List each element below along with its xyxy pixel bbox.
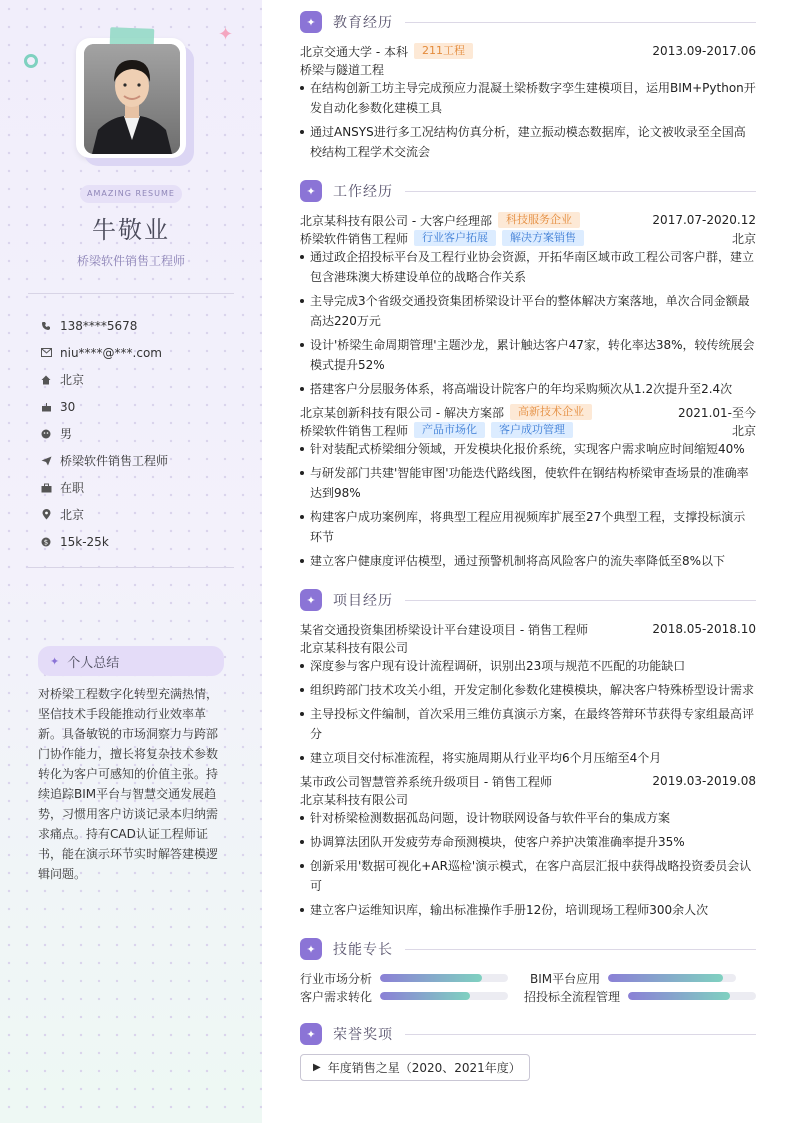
role-tag: 产品市场化 xyxy=(414,422,485,438)
company-name: 北京某科技有限公司 - 大客户经理部 xyxy=(300,213,492,228)
list-item: 主导完成3个省级交通投资集团桥梁设计平台的整体解决方案落地，单次合同金额最高达220万元 xyxy=(300,291,756,331)
list-item: 组织跨部门技术攻关小组，开发定制化参数化建模模块，解决客户特殊桥型设计需求 xyxy=(300,680,756,700)
project-header xyxy=(300,772,756,790)
company-tag: 科技服务企业 xyxy=(498,212,580,228)
education-section-header xyxy=(300,10,756,34)
awards-section-header xyxy=(300,1022,756,1046)
skill-name: BIM平台应用 xyxy=(530,971,601,986)
award-item[interactable] xyxy=(300,1054,530,1081)
skill-item xyxy=(300,969,508,987)
section-title: 教育经历 xyxy=(333,15,393,31)
list-item: 与研发部门共建'智能审图'功能迭代路线图，使软件在钢结构桥梁审查场景的准确率达到98% xyxy=(300,463,756,503)
location-value: 北京 xyxy=(60,508,85,522)
status-value: 在职 xyxy=(60,481,85,495)
list-item: 通过ANSYS进行多工况结构仿真分析，建立振动模态数据库，论文被收录至全国高校结构工程学术交流会 xyxy=(300,122,756,162)
projects-section-header xyxy=(300,588,756,612)
job-bullets xyxy=(300,439,756,575)
award-text: 年度销售之星（2020、2021年度） xyxy=(327,1061,521,1075)
summary-title: 个人总结 xyxy=(67,655,120,671)
divider xyxy=(28,567,234,568)
home-icon xyxy=(40,374,52,386)
info-location xyxy=(40,501,168,528)
skill-item xyxy=(300,987,508,1005)
gender-value: 男 xyxy=(60,427,73,441)
job-date: 2021.01-至今 xyxy=(678,405,756,420)
role-tag: 行业客户拓展 xyxy=(414,230,496,246)
skill-bar-fill xyxy=(608,974,723,982)
info-email xyxy=(40,339,168,366)
divider xyxy=(28,293,234,294)
project-org-row xyxy=(300,638,756,656)
play-triangle-icon: ▶ xyxy=(313,1062,321,1073)
project-org-row xyxy=(300,790,756,808)
education-row xyxy=(300,42,756,60)
email-value: niu****@***.com xyxy=(60,345,162,360)
list-item: 建立客户健康度评估模型，通过预警机制将高风险客户的流失率降低至8%以下 xyxy=(300,551,756,571)
project-org: 北京某科技有限公司 xyxy=(300,640,409,655)
target-job-value: 桥梁软件销售工程师 xyxy=(60,454,169,468)
job-title: 桥梁软件销售工程师 xyxy=(76,254,185,268)
info-phone xyxy=(40,312,168,339)
mail-icon xyxy=(40,347,52,359)
job-role: 桥梁软件销售工程师 xyxy=(300,231,409,246)
school-tag: 211工程 xyxy=(414,43,473,59)
section-title: 荣誉奖项 xyxy=(333,1027,393,1043)
role-tag: 解决方案销售 xyxy=(502,230,584,246)
list-item: 协调算法团队开发疲劳寿命预测模块，使客户养护决策准确率提升35% xyxy=(300,832,756,852)
job-city: 北京 xyxy=(731,423,756,438)
list-item: 针对装配式桥梁细分领域，开发模块化报价系统，实现客户需求响应时间缩短40% xyxy=(300,439,756,459)
project-name: 某省交通投资集团桥梁设计平台建设项目 - 销售工程师 xyxy=(300,622,588,637)
svg-text:$: $ xyxy=(43,538,49,547)
resume-badge: AMAZING RESUME xyxy=(80,185,182,203)
list-item: 通过政企招投标平台及工程行业协会资源，开拓华南区域市政工程公司客户群，建立包含港珠澳大桥建设单位的战略合作关系 xyxy=(300,247,756,287)
list-item: 主导投标文件编制，首次采用三维仿真演示方案，在最终答辩环节获得专家组最高评分 xyxy=(300,704,756,744)
education-date: 2013.09-2017.06 xyxy=(652,44,756,58)
job-date: 2017.07-2020.12 xyxy=(652,213,756,227)
company-tag: 高新技术企业 xyxy=(510,404,592,420)
sparkle-icon: ✦ xyxy=(300,1023,322,1045)
job-role-row xyxy=(300,229,756,247)
sparkle-icon: ✦ xyxy=(218,24,234,45)
skill-name: 行业市场分析 xyxy=(300,971,373,986)
skill-name: 招投标全流程管理 xyxy=(524,989,621,1004)
cake-icon xyxy=(40,401,52,413)
list-item: 搭建客户分层服务体系，将高端设计院客户的年均采购频次从1.2次提升至2.4次 xyxy=(300,379,756,399)
info-age xyxy=(40,393,168,420)
skill-bar-fill xyxy=(380,974,482,982)
list-item: 构建客户成功案例库，将典型工程应用视频库扩展至27个典型工程，支撑投标演示环节 xyxy=(300,507,756,547)
skill-bar xyxy=(628,992,756,1000)
major-row xyxy=(300,60,756,78)
info-target-job xyxy=(40,447,168,474)
age-value: 30 xyxy=(60,399,76,414)
salary-value: 15k-25k xyxy=(60,534,109,549)
sparkle-icon: ✦ xyxy=(300,11,322,33)
info-city xyxy=(40,366,168,393)
list-item: 创新采用'数据可视化+AR巡检'演示模式，在客户高层汇报中获得战略投资委员会认可 xyxy=(300,856,756,896)
section-title: 技能专长 xyxy=(333,942,393,958)
list-item: 建立项目交付标准流程，将实施周期从行业平均6个月压缩至4个月 xyxy=(300,748,756,768)
summary-heading xyxy=(38,646,224,676)
send-icon xyxy=(40,455,52,467)
skill-bar-fill xyxy=(628,992,730,1000)
job-role-row xyxy=(300,421,756,439)
project-date: 2018.05-2018.10 xyxy=(652,622,756,636)
sidebar xyxy=(0,0,262,1123)
divider xyxy=(405,600,756,601)
phone-icon xyxy=(40,320,52,332)
project-bullets xyxy=(300,656,756,772)
skill-item xyxy=(524,987,756,1005)
project-date: 2019.03-2019.08 xyxy=(652,774,756,788)
skill-name: 客户需求转化 xyxy=(300,989,373,1004)
education-bullets xyxy=(300,78,756,166)
job-city: 北京 xyxy=(731,231,756,246)
divider xyxy=(405,1034,756,1035)
work-section-header xyxy=(300,179,756,203)
skill-bar-fill xyxy=(380,992,470,1000)
divider xyxy=(405,22,756,23)
divider xyxy=(405,949,756,950)
project-name: 某市政公司智慧管养系统升级项目 - 销售工程师 xyxy=(300,774,552,789)
list-item: 在结构创新工坊主导完成预应力混凝土梁桥数字孪生建模项目，运用BIM+Python开发自动化参数化建模工具 xyxy=(300,78,756,118)
contact-info-list xyxy=(40,312,168,555)
list-item: 设计'桥梁生命周期管理'主题沙龙，累计触达客户47家，转化率达38%，较传统展会模式提升52% xyxy=(300,335,756,375)
list-item: 深度参与客户现有设计流程调研，识别出23项与规范不匹配的功能缺口 xyxy=(300,656,756,676)
sparkle-icon: ✦ xyxy=(50,654,60,668)
skill-item xyxy=(530,969,736,987)
skills-section-header xyxy=(300,937,756,961)
company-name: 北京某创新科技有限公司 - 解决方案部 xyxy=(300,405,504,420)
skill-bar xyxy=(608,974,736,982)
summary-text: 对桥梁工程数字化转型充满热情，坚信技术手段能推动行业效率革新。具备敏锐的市场洞察力与跨部门协作能力，擅长将复杂技术参数转化为客户可感知的价值主张。持续追踪BIM平台与智慧交通发展趋势，习惯用客户访谈记录本归纳需求痛点。持有CAD认证工程师证书，能在演示环节实时解答建模逻辑问题。 xyxy=(38,687,219,881)
salary-icon xyxy=(40,536,52,548)
info-gender xyxy=(40,420,168,447)
role-tag: 客户成功管理 xyxy=(491,422,573,438)
person-name: 牛敬业 xyxy=(92,216,170,244)
briefcase-icon xyxy=(40,482,52,494)
sparkle-icon: ✦ xyxy=(300,589,322,611)
gender-icon xyxy=(40,428,52,440)
project-org: 北京某科技有限公司 xyxy=(300,792,409,807)
location-icon xyxy=(40,509,52,521)
sparkle-icon: ✦ xyxy=(300,938,322,960)
ring-decoration xyxy=(24,54,38,68)
project-bullets xyxy=(300,808,756,924)
city-value: 北京 xyxy=(60,373,85,387)
avatar xyxy=(84,44,180,154)
school-name: 北京交通大学 - 本科 xyxy=(300,44,408,59)
info-status xyxy=(40,474,168,501)
job-header xyxy=(300,211,756,229)
list-item: 针对桥梁检测数据孤岛问题，设计物联网设备与软件平台的集成方案 xyxy=(300,808,756,828)
divider xyxy=(405,191,756,192)
project-header xyxy=(300,620,756,638)
section-title: 项目经历 xyxy=(333,593,393,609)
section-title: 工作经历 xyxy=(333,184,393,200)
job-role: 桥梁软件销售工程师 xyxy=(300,423,409,438)
job-header xyxy=(300,403,756,421)
sparkle-icon: ✦ xyxy=(300,180,322,202)
info-salary xyxy=(40,528,168,555)
skill-bar xyxy=(380,974,508,982)
list-item: 建立客户运维知识库，输出标准操作手册12份，培训现场工程师300余人次 xyxy=(300,900,756,920)
skill-bar xyxy=(380,992,508,1000)
major: 桥梁与隧道工程 xyxy=(300,62,385,77)
phone-value: 138****5678 xyxy=(60,318,138,333)
job-bullets xyxy=(300,247,756,403)
